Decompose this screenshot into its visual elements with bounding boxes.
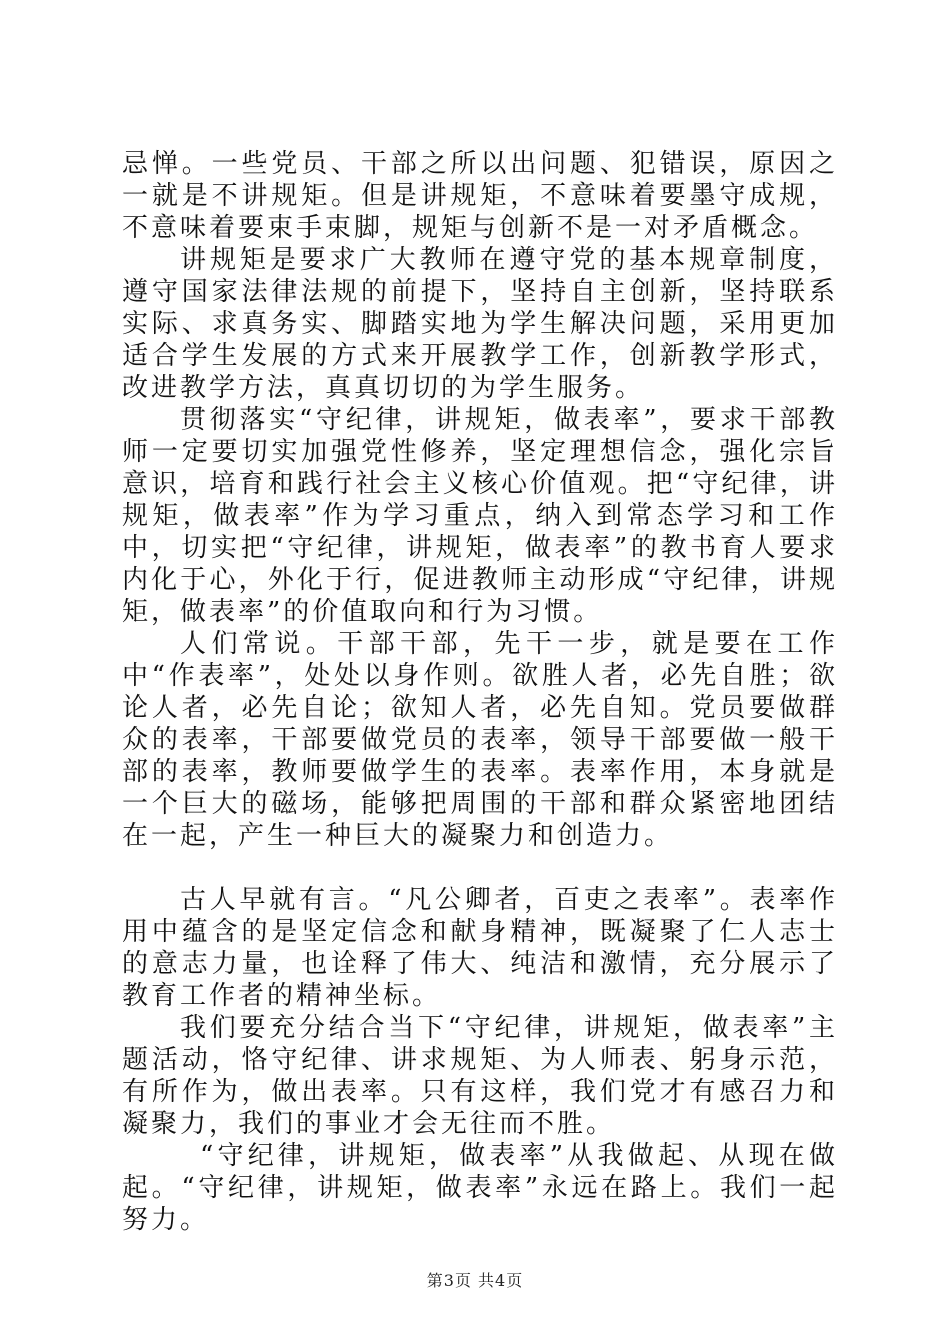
document-body (122, 148, 838, 1236)
paragraph-closing: “守纪律，讲规矩，做表率”从我做起、从现在做起。“守纪律，讲规矩，做表率”永远在路上。我们一起努力。 (122, 1141, 838, 1235)
paragraph-implementation: 贯彻落实“守纪律，讲规矩，做表率”，要求干部教师一定要切实加强党性修养，坚定理想信念，强化宗旨意识，培育和践行社会主义核心价值观。把“守纪律，讲规矩，做表率”作为学习重点，纳入到常态学习和工作中，切实把“守纪律，讲规矩，做表率”的教书育人要求内化于心，外化于行，促进教师主动形成“守纪律，讲规矩，做表率”的价值取向和行为习惯。 (122, 405, 838, 627)
paragraph-continuation: 忌惮。一些党员、干部之所以出问题、犯错误，原因之一就是不讲规矩。但是讲规矩，不意味着要墨守成规，不意味着要束手束脚，规矩与创新不是一对矛盾概念。 (122, 149, 838, 243)
paragraph-spacer (122, 852, 838, 884)
paragraph-theme-activity: 我们要充分结合当下“守纪律，讲规矩，做表率”主题活动，恪守纪律、讲求规矩、为人师表、躬身示范，有所作为，做出表率。只有这样，我们党才有感召力和凝聚力，我们的事业才会无往而不胜。 (122, 1013, 838, 1139)
paragraph-ancient-saying: 古人早就有言。“凡公卿者，百吏之表率”。表率作用中蕴含的是坚定信念和献身精神，既凝聚了仁人志士的意志力量，也诠释了伟大、纯洁和激情，充分展示了教育工作者的精神坐标。 (122, 885, 838, 1011)
page-number-footer: 第3页 共4页 (426, 1271, 524, 1290)
paragraph-rules-requirements: 讲规矩是要求广大教师在遵守党的基本规章制度，遵守国家法律法规的前提下，坚持自主创新，坚持联系实际、求真务实、脚踏实地为学生解决问题，采用更加适合学生发展的方式来开展教学工作，创新教学形式，改进教学方法，真真切切的为学生服务。 (122, 245, 838, 403)
paragraph-role-model: 人们常说。干部干部，先干一步，就是要在工作中“作表率”，处处以身作则。欲胜人者，必先自胜；欲论人者，必先自论；欲知人者，必先自知。党员要做群众的表率，干部要做党员的表率，领导干部要做一般干部的表率，教师要做学生的表率。表率作用，本身就是一个巨大的磁场，能够把周围的干部和群众紧密地团结在一起，产生一种巨大的凝聚力和创造力。 (122, 629, 838, 851)
